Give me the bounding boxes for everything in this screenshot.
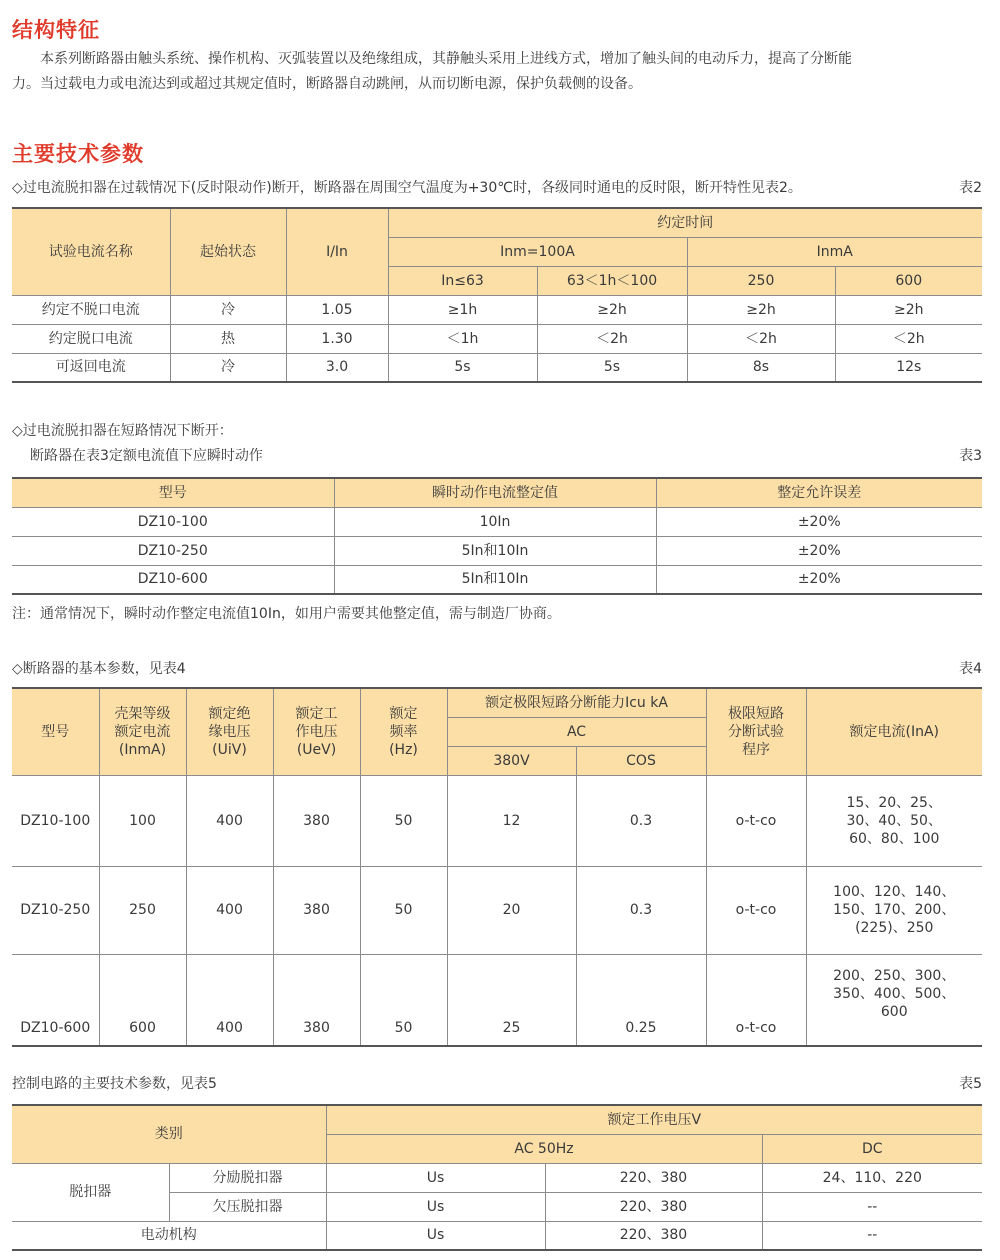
table-row xyxy=(12,866,982,954)
table3-intro2 xyxy=(30,446,982,466)
table2-cell: 3.0 xyxy=(286,353,388,382)
table4-label: 表4 xyxy=(959,661,982,677)
table4-cell: 100、120、140、 150、170、200、 (225)、250 xyxy=(806,866,982,954)
table-row xyxy=(12,324,982,353)
table3-intro1: ◇过电流脱扣器在短路情况下断开： xyxy=(12,423,233,439)
table2-header-sub2: 63＜1h＜100 xyxy=(537,266,687,295)
table2-cell: ＜2h xyxy=(537,324,687,353)
table4-cell: 0.3 xyxy=(576,775,706,866)
table3-cell: 10In xyxy=(334,507,656,536)
table4-header-model: 型号 xyxy=(12,688,99,775)
table-row xyxy=(12,353,982,382)
table3 xyxy=(12,477,982,595)
table4-cell: 0.25 xyxy=(576,954,706,1046)
table-row xyxy=(12,1163,982,1192)
structure-paragraph-line1: 本系列断路器由触头系统、操作机构、灭弧装置以及绝缘组成，其静触头采用上进线方式，增加了触头间的电动斥力，提高了分断能 xyxy=(40,51,852,67)
table3-cell: DZ10-250 xyxy=(12,536,334,565)
table5-cell: 220、380 xyxy=(545,1221,762,1250)
table2-cell: ≥1h xyxy=(388,295,537,324)
table2-header-state: 起始状态 xyxy=(170,208,286,295)
table5-label: 表5 xyxy=(959,1076,982,1092)
table4-header-cos: COS xyxy=(576,746,706,775)
table4-cell: o-t-co xyxy=(706,866,806,954)
table2-label: 表2 xyxy=(959,180,982,196)
table2-cell: 冷 xyxy=(170,353,286,382)
table5-cell: 220、380 xyxy=(545,1163,762,1192)
table4-cell: 100 xyxy=(99,775,186,866)
table4-cell: 15、20、25、 30、40、50、 60、80、100 xyxy=(806,775,982,866)
table5-cell: Us xyxy=(326,1163,545,1192)
table4-cell: 50 xyxy=(360,775,447,866)
table3-intro2-text: 断路器在表3定额电流值下应瞬时动作 xyxy=(30,448,263,464)
table2 xyxy=(12,207,982,383)
table4 xyxy=(12,687,982,1047)
table4-header-seq: 极限短路 分断试验 程序 xyxy=(706,688,806,775)
table3-note: 注：通常情况下，瞬时动作整定电流值10In，如用户需要其他整定值，需与制造厂协商。 xyxy=(12,606,561,622)
table2-header-agreed-time: 约定时间 xyxy=(388,208,982,237)
table2-header-ratio: I/In xyxy=(286,208,388,295)
table5 xyxy=(12,1104,982,1251)
table3-header-model: 型号 xyxy=(12,478,334,507)
table4-header-ac: AC xyxy=(447,717,706,746)
table-row xyxy=(12,507,982,536)
table4-cell: 25 xyxy=(447,954,576,1046)
table2-header-inma: InmA xyxy=(687,237,982,266)
table2-intro-text: ◇过电流脱扣器在过载情况下(反时限动作)断开，断路器在周围空气温度为+30℃时，各级同时通电的反时限，断开特性见表2。 xyxy=(12,180,802,196)
table2-header-sub3: 250 xyxy=(687,266,835,295)
table3-cell: DZ10-600 xyxy=(12,565,334,594)
table4-cell: 50 xyxy=(360,954,447,1046)
table2-cell: ≥2h xyxy=(537,295,687,324)
table2-cell: ≥2h xyxy=(835,295,982,324)
table5-header-ac: AC 50Hz xyxy=(326,1134,762,1163)
table-row xyxy=(12,565,982,594)
table2-cell: 5s xyxy=(537,353,687,382)
table2-cell: 5s xyxy=(388,353,537,382)
table4-cell: 200、250、300、 350、400、500、 600 xyxy=(806,954,982,1046)
table2-cell: 约定不脱口电流 xyxy=(12,295,170,324)
table3-cell: ±20% xyxy=(656,565,982,594)
table5-cell: 欠压脱扣器 xyxy=(169,1192,326,1221)
table2-header-name: 试验电流名称 xyxy=(12,208,170,295)
table4-cell: 12 xyxy=(447,775,576,866)
table4-cell: DZ10-250 xyxy=(12,866,99,954)
table4-header-hz: 额定 频率 (Hz) xyxy=(360,688,447,775)
table-row xyxy=(12,1221,982,1250)
table2-cell: ＜2h xyxy=(687,324,835,353)
table4-cell: o-t-co xyxy=(706,775,806,866)
section-title-structure: 结构特征 xyxy=(12,18,100,42)
table5-release: 脱扣器 xyxy=(12,1163,169,1221)
table4-cell: 0.3 xyxy=(576,866,706,954)
table4-header-uiv: 额定绝 缘电压 (UiV) xyxy=(186,688,273,775)
table-row xyxy=(12,775,982,866)
table3-label: 表3 xyxy=(959,448,982,464)
table2-cell: 可返回电流 xyxy=(12,353,170,382)
table2-cell: 冷 xyxy=(170,295,286,324)
table-row xyxy=(12,536,982,565)
table5-cell: 220、380 xyxy=(545,1192,762,1221)
table3-cell: 5In和10In xyxy=(334,565,656,594)
table4-header-rated: 额定电流(InA) xyxy=(806,688,982,775)
table4-cell: 400 xyxy=(186,954,273,1046)
table5-cell: 分励脱扣器 xyxy=(169,1163,326,1192)
table5-header-category: 类别 xyxy=(12,1105,326,1163)
table4-intro xyxy=(12,659,982,679)
table4-header-frame: 壳架等级 额定电流 (InmA) xyxy=(99,688,186,775)
table5-cell: Us xyxy=(326,1192,545,1221)
table2-header-sub4: 600 xyxy=(835,266,982,295)
table2-cell: 8s xyxy=(687,353,835,382)
table4-header-380v: 380V xyxy=(447,746,576,775)
structure-paragraph-line2: 力。当过载电力或电流达到或超过其规定值时，断路器自动跳闸，从而切断电源，保护负载侧的设备。 xyxy=(12,76,642,92)
table2-header-sub1: In≤63 xyxy=(388,266,537,295)
table-row xyxy=(12,954,982,1046)
table5-intro-text: 控制电路的主要技术参数，见表5 xyxy=(12,1076,217,1092)
table5-cell: 24、110、220 xyxy=(762,1163,982,1192)
table4-cell: 380 xyxy=(273,866,360,954)
table3-cell: DZ10-100 xyxy=(12,507,334,536)
table2-cell: 约定脱口电流 xyxy=(12,324,170,353)
table-row xyxy=(12,295,982,324)
table2-cell: ＜2h xyxy=(835,324,982,353)
table4-intro-text: ◇断路器的基本参数，见表4 xyxy=(12,661,186,677)
table3-cell: ±20% xyxy=(656,507,982,536)
table5-cell: -- xyxy=(762,1221,982,1250)
table4-cell: 250 xyxy=(99,866,186,954)
table4-cell: 380 xyxy=(273,954,360,1046)
section-title-specs: 主要技术参数 xyxy=(12,142,144,166)
table4-cell: 600 xyxy=(99,954,186,1046)
table4-cell: 400 xyxy=(186,866,273,954)
table5-cell: -- xyxy=(762,1192,982,1221)
table4-cell: 400 xyxy=(186,775,273,866)
table4-header-icu: 额定极限短路分断能力Icu kA xyxy=(447,688,706,717)
table2-cell: 1.30 xyxy=(286,324,388,353)
table4-cell: 20 xyxy=(447,866,576,954)
table3-cell: ±20% xyxy=(656,536,982,565)
table2-cell: ＜1h xyxy=(388,324,537,353)
table2-cell: 12s xyxy=(835,353,982,382)
table2-cell: 1.05 xyxy=(286,295,388,324)
table5-cell: Us xyxy=(326,1221,545,1250)
table4-header-uev: 额定工 作电压 (UeV) xyxy=(273,688,360,775)
table5-motor: 电动机构 xyxy=(12,1221,326,1250)
table3-cell: 5In和10In xyxy=(334,536,656,565)
table4-cell: 380 xyxy=(273,775,360,866)
table5-header-rated-voltage: 额定工作电压V xyxy=(326,1105,982,1134)
table4-cell: DZ10-100 xyxy=(12,775,99,866)
table2-cell: 热 xyxy=(170,324,286,353)
table4-cell: 50 xyxy=(360,866,447,954)
table5-intro xyxy=(12,1074,982,1094)
table3-header-tolerance: 整定允许误差 xyxy=(656,478,982,507)
table2-intro xyxy=(12,178,982,198)
table3-header-setting: 瞬时动作电流整定值 xyxy=(334,478,656,507)
table2-cell: ≥2h xyxy=(687,295,835,324)
table2-header-inm100: Inm=100A xyxy=(388,237,687,266)
table4-cell: DZ10-600 xyxy=(12,954,99,1046)
table5-header-dc: DC xyxy=(762,1134,982,1163)
table4-cell: o-t-co xyxy=(706,954,806,1046)
